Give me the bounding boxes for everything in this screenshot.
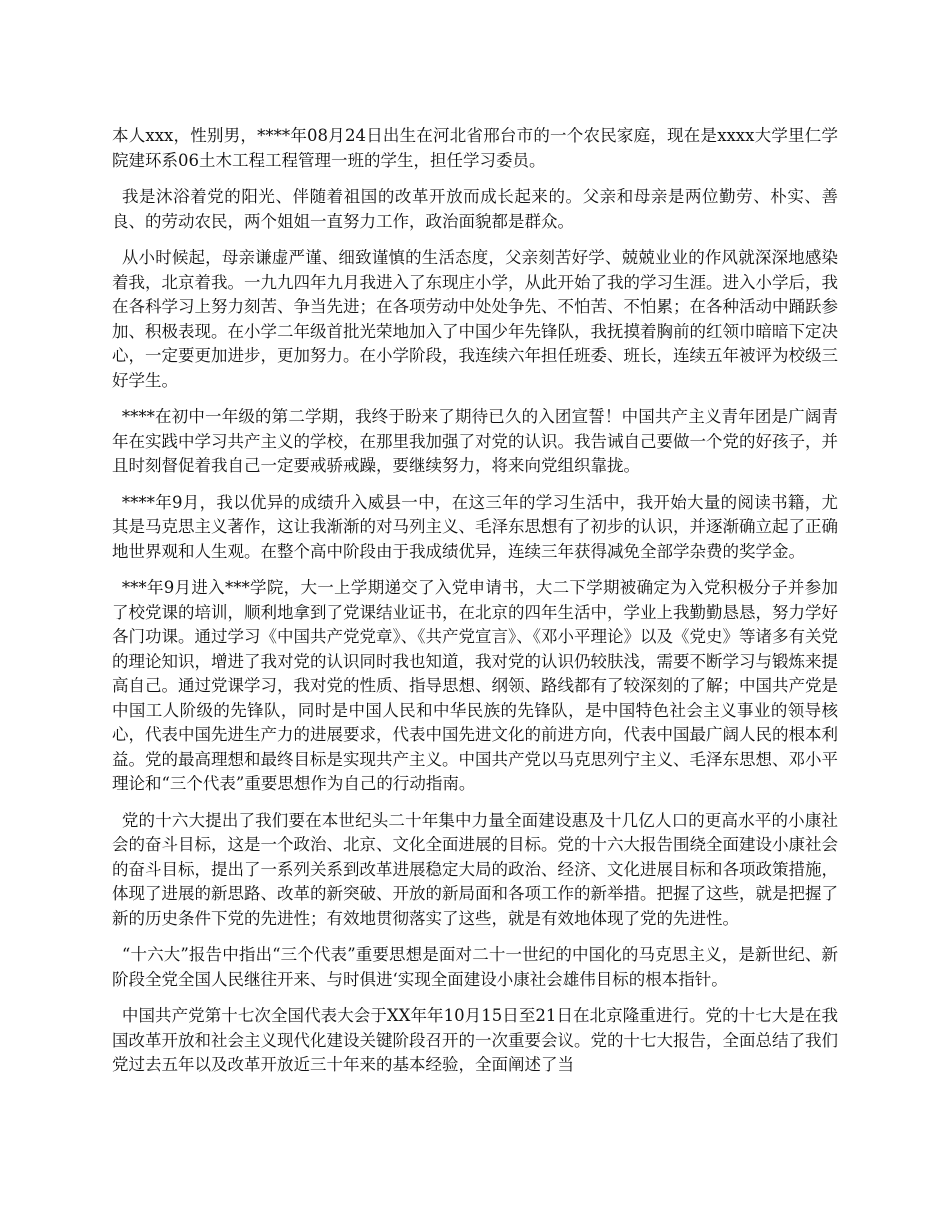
paragraph-three-represents: “十六大”报告中指出“三个代表”重要思想是面对二十一世纪的中国化的马克思主义，是新世纪、新阶段全党全国人民继往开来、与时俱进‘实现全面建设小康社会雄伟目标的根本指针。 <box>112 945 838 989</box>
paragraph-junior-high: ****在初中一年级的第二学期，我终于盼来了期待已久的入团宣誓！中国共产主义青年团是广阔青年在实践中学习共产主义的学校，在那里我加强了对党的认识。我告诫自己要做一个党的好孩子，并且时刻督促着我自己一定要戒骄戒躁，要继续努力，将来向党组织靠拢。 <box>112 407 838 475</box>
paragraph-seventeenth-congress: 中国共产党第十七次全国代表大会于XX年年10月15日至21日在北京隆重进行。党的十七大是在我国改革开放和社会主义现代化建设关键阶段召开的一次重要会议。党的十七大报告，全面总结了我们党过去五年以及改革开放近三十年来的基本经验，全面阐述了当 <box>112 1006 838 1074</box>
paragraph-primary-school: 从小时候起，母亲谦虚严谨、细致谨慎的生活态度，父亲刻苦好学、兢兢业业的作风就深深地感染着我，北京着我。一九九四年九月我进入了东现庄小学，从此开始了我的学习生涯。进入小学后，我在各科学习上努力刻苦、争当先进；在各项劳动中处处争先、不怕苦、不怕累；在各种活动中踊跃参加、积极表现。在小学二年级首批光荣地加入了中国少年先锋队，我抚摸着胸前的红领巾暗暗下定决心，一定要更加进步，更加努力。在小学阶段，我连续六年担任班委、班长，连续五年被评为校级三好学生。 <box>112 248 838 390</box>
paragraph-university: ***年9月进入***学院，大一上学期递交了入党申请书，大二下学期被确定为入党积极分子并参加了校党课的培训，顺利地拿到了党课结业证书，在北京的四年生活中，学业上我勤勤恳恳，努力学好各门功课。通过学习《中国共产党党章》、《共产党宣言》、《邓小平理论》以及《党史》等诸多有关党的理论知识，增进了我对党的认识同时我也知道，我对党的认识仍较肤浅，需要不断学习与锻炼来提高自己。通过党课学习，我对党的性质、指导思想、纲领、路线都有了较深刻的了解；中国共产党是中国工人阶级的先锋队，同时是中国人民和中华民族的先锋队，是中国特色社会主义事业的领导核心，代表中国先进生产力的进展要求，代表中国先进文化的前进方向，代表中国最广阔人民的根本利益。党的最高理想和最终目标是实现共产主义。中国共产党以马克思列宁主义、毛泽东思想、邓小平理论和“三个代表”重要思想作为自己的行动指南。 <box>112 578 838 793</box>
paragraph-sixteenth-congress: 党的十六大提出了我们要在本世纪头二十年集中力量全面建设惠及十几亿人口的更高水平的小康社会的奋斗目标，这是一个政治、北京、文化全面进展的目标。党的十六大报告围绕全面建设小康社会的奋斗目标，提出了一系列关系到改革进展稳定大局的政治、经济、文化进展目标和各项政策措施，体现了进展的新思路、改革的新突破、开放的新局面和各项工作的新举措。把握了这些，就是把握了新的历史条件下党的先进性；有效地贯彻落实了这些，就是有效地体现了党的先进性。 <box>112 810 838 928</box>
paragraph-personal-info: 本人xxx，性别男，****年08月24日出生在河北省邢台市的一个农民家庭，现在是xxxx大学里仁学院建环系06土木工程工程管理一班的学生，担任学习委员。 <box>112 126 838 170</box>
paragraph-senior-high: ****年9月，我以优异的成绩升入威县一中，在这三年的学习生活中，我开始大量的阅读书籍，尤其是马克思主义著作，这让我渐渐的对马列主义、毛泽东思想有了初步的认识，并逐渐确立起了正确地世界观和人生观。在整个高中阶段由于我成绩优异，连续三年获得减免全部学杂费的奖学金。 <box>112 492 838 561</box>
paragraph-family: 我是沐浴着党的阳光、伴随着祖国的改革开放而成长起来的。父亲和母亲是两位勤劳、朴实、善良、的劳动农民，两个姐姐一直努力工作，政治面貌都是群众。 <box>112 187 838 231</box>
document-body <box>112 124 838 1090</box>
